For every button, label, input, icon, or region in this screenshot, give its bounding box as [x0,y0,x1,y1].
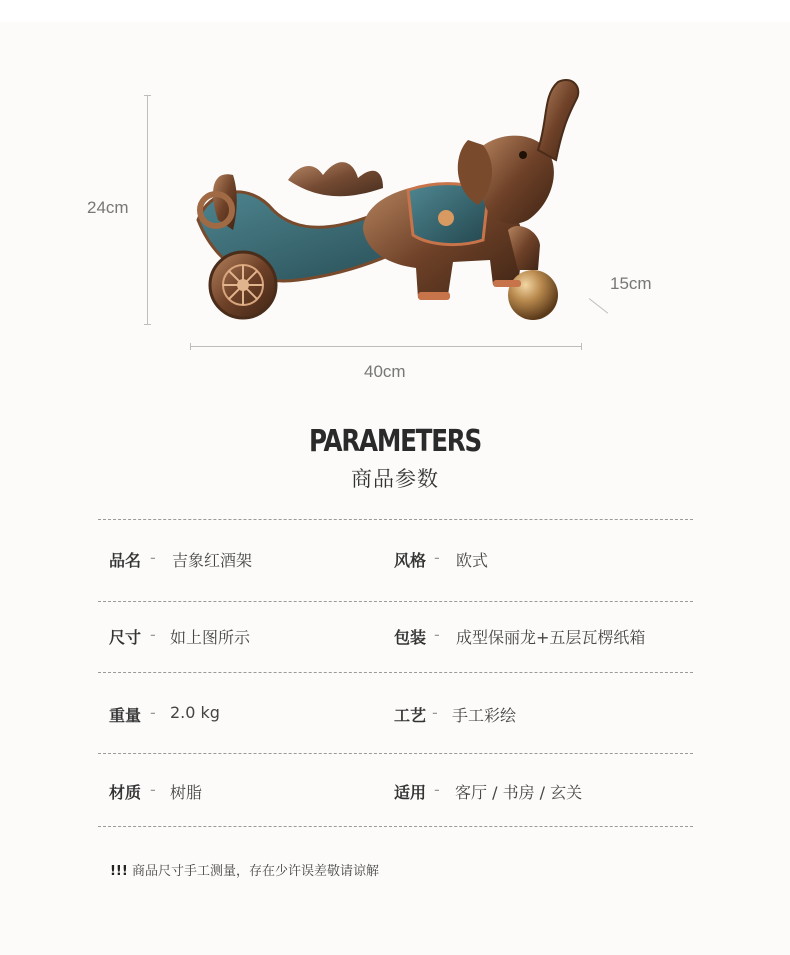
param-value-craft: 手工彩绘 [452,706,517,725]
param-label-package: 包装 [394,628,427,647]
divider-row1 [98,601,693,602]
width-label: 40cm [364,362,406,381]
divider-bottom [98,826,693,827]
param-sep: - [150,548,156,567]
param-value-material: 树脂 [170,783,203,802]
param-row-4 [0,780,790,810]
param-sep: - [432,703,438,722]
param-value-name: 吉象红酒架 [172,551,253,570]
param-value-package: 成型保丽龙+五层瓦楞纸箱 [456,628,646,647]
param-label-craft: 工艺 [394,706,427,725]
param-sep: - [434,625,440,644]
param-label-style: 风格 [394,551,427,570]
depth-label: 15cm [610,274,652,293]
divider-top [98,519,693,520]
page-subtitle: 商品参数 [351,467,439,491]
height-label: 24cm [87,198,129,217]
height-guide-line [147,95,148,325]
param-sep: - [150,703,156,722]
param-sep: - [434,548,440,567]
param-label-use: 适用 [394,783,427,802]
top-strip [0,0,790,22]
param-label-weight: 重量 [109,706,142,725]
param-sep: - [434,780,440,799]
note-marks: !!! [110,864,128,879]
width-guide-tick-right [581,343,582,350]
param-row-2 [0,625,790,655]
param-label-size: 尺寸 [109,628,142,647]
param-value-size: 如上图所示 [170,628,251,647]
height-guide-tick-bottom [144,324,151,325]
divider-row3 [98,753,693,754]
param-sep: - [150,780,156,799]
measurement-note [110,860,379,879]
width-guide-tick-left [190,343,191,350]
param-value-style: 欧式 [456,551,489,570]
param-label-material: 材质 [109,783,142,802]
width-guide-line [190,346,582,347]
param-label-name: 品名 [109,551,142,570]
divider-row2 [98,672,693,673]
param-sep: - [150,625,156,644]
param-row-1 [0,548,790,578]
note-text: 商品尺寸手工测量，存在少许误差敬请谅解 [131,864,379,879]
param-row-3 [0,703,790,733]
elephant-wine-rack-image [178,70,598,335]
param-value-use: 客厅 / 书房 / 玄关 [455,783,583,802]
page-title: PARAMETERS [308,424,482,459]
height-guide-tick-top [144,95,151,96]
param-value-weight: 2.0 kg [170,703,220,722]
